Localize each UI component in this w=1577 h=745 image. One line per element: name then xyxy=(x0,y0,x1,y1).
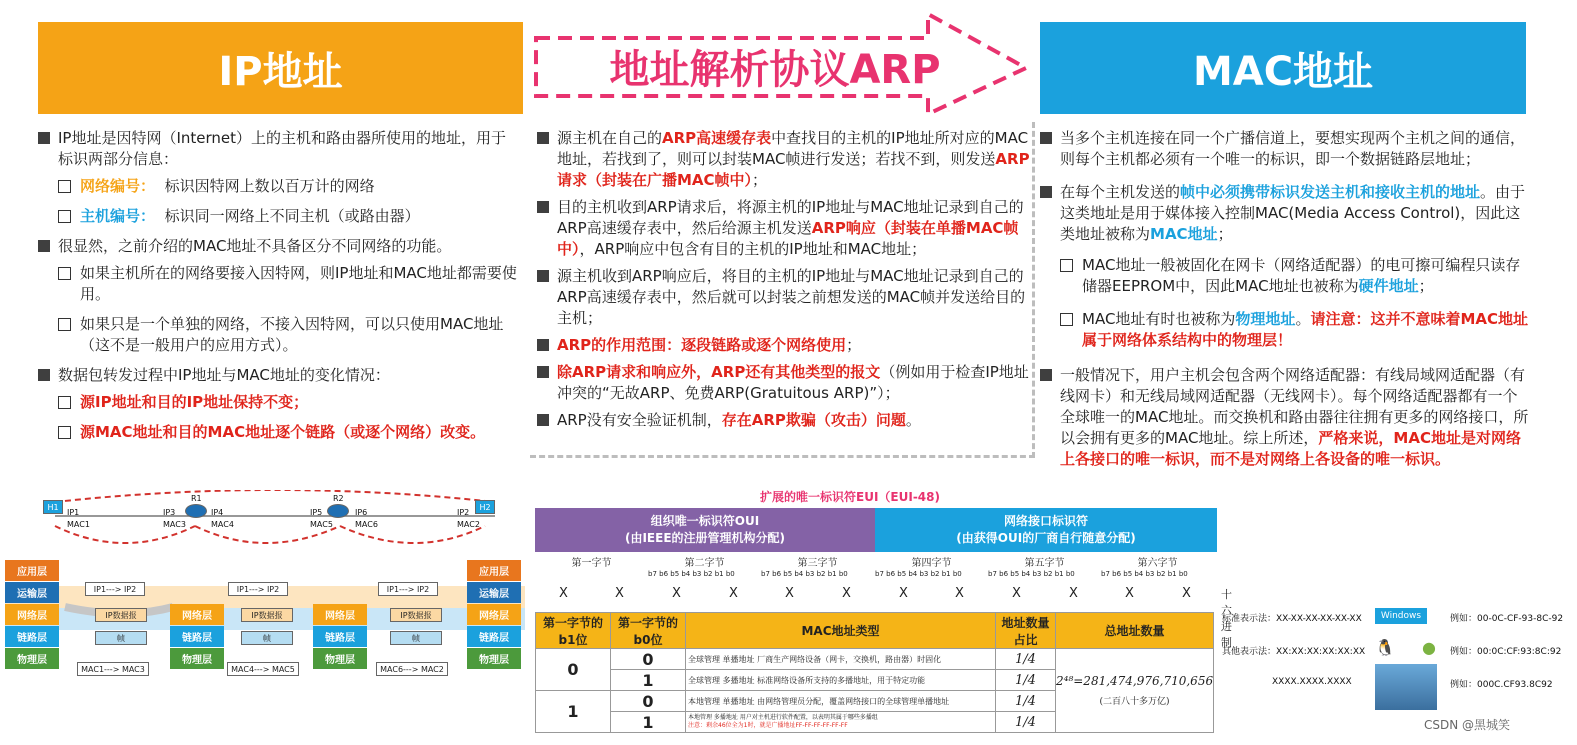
bullet-text: 源主机收到ARP响应后，将目的主机的IP地址与MAC地址记录到自己的ARP高速缓存表中，然后就可以封装之前想发送的MAC帧并发送给目的主机； xyxy=(557,267,1026,327)
router-r1-icon xyxy=(185,504,207,518)
sub-item: MAC地址一般被固化在网卡（网络适配器）的电可擦可编程只读存储器EEPROM中，因此MAC地址也被称为硬件地址； xyxy=(1060,255,1530,297)
bullet-text: IP地址是因特网（Internet）上的主机和路由器所使用的地址，用于标识两部分信息： xyxy=(58,129,507,168)
standard-notation: 标准表示法：XX-XX-XX-XX-XX-XX xyxy=(1222,614,1362,624)
bullet-item xyxy=(537,266,1032,329)
eui-title: 扩展的唯一标识符EUI（EUI-48) xyxy=(760,490,940,504)
other-notation: 其他表示法：XX:XX:XX:XX:XX:XX xyxy=(1222,647,1366,657)
bullet-square-icon xyxy=(537,270,549,282)
bullet-square-icon xyxy=(1040,132,1052,144)
bullet-item xyxy=(38,236,518,257)
checkbox-icon xyxy=(58,396,71,409)
bullet-square-icon xyxy=(537,414,549,426)
checkbox-icon xyxy=(1060,259,1073,272)
sub-item xyxy=(58,263,518,305)
bullet-item xyxy=(1040,128,1530,170)
bullet-square-icon xyxy=(537,132,549,144)
bullet-item xyxy=(38,365,518,386)
bullet-item: 源主机在自己的ARP高速缓存表中查找目的主机的IP地址所对应的MAC地址，若找到了，则可以封装MAC帧进行发送；若找不到，则发送ARP请求（封装在广播MAC帧中）； xyxy=(537,128,1032,191)
cisco-device-image xyxy=(1375,664,1437,710)
bullet-text: 数据包转发过程中IP地址与MAC地址的变化情况： xyxy=(58,366,390,384)
watermark: CSDN @黑城笑 xyxy=(1424,718,1511,732)
sub-text: 如果只是一个单独的网络，不接入因特网，可以只使用MAC地址（这不是一般用户的应用方式）。 xyxy=(80,315,504,354)
checkbox-icon xyxy=(58,180,71,193)
bullet-square-icon xyxy=(38,240,50,252)
sub-item xyxy=(58,392,518,413)
bullet-square-icon xyxy=(38,369,50,381)
sub-text: 标识因特网上数以百万计的网络 xyxy=(164,177,375,195)
mac-type-table: 第一字节的b1位 第一字节的b0位 MAC地址类型 地址数量占比 总地址数量 0 0 全球管理 单播地址 厂商生产网络设备（网卡，交换机，路由器）时固化 1/4 2⁴⁸=281,474,976,710,656 (二百八十多万亿) 1 全球管理 多播地址 标准网络设备所支持的多播地址，用于特定功能 1/4 1 0 本地管理 单播地址 由网络管理员分配，覆盖网络接口的全球管理单播地址 1/4 1 本地管理 多播地址 用户对主机进行软件配置，以表明其属于哪些多播组 注意：剩余46位全为1时，就是广播地址FF-FF-FF-FF-FF-FF 1/4 xyxy=(535,612,1214,733)
router-label: R1 xyxy=(191,494,202,503)
ip-column xyxy=(38,128,518,452)
nic-header: 网络接口标识符 (由获得OUI的厂商自行随意分配) xyxy=(875,508,1217,552)
bullet-item xyxy=(38,128,518,170)
linux-icon: 🐧 xyxy=(1375,638,1395,657)
mac-address-header: MAC地址 xyxy=(1040,22,1526,114)
network-diagram: H1 H2 R1 R2 IP1 MAC1 IP3 MAC3 IP4 MAC4 IP5 MAC5 IP6 MAC6 IP2 MAC2 应用层 运输层 网络层 链路层 物理层 应用层 运输层 网络层 链路层 物理层 网络层 链路层 物理层 网络层 链路层 物理层 IP1---> IP2 IP1---> IP2 IP1---> IP2 IP数据报 IP数据报 IP数据报 帧 帧 帧 MAC1---> MAC3 MAC4---> MAC5 MAC6---> MAC2 xyxy=(5,490,525,680)
oui-header: 组织唯一标识符OUI (由IEEE的注册管理机构分配) xyxy=(535,508,875,552)
checkbox-icon xyxy=(58,210,71,223)
bullet-square-icon xyxy=(537,201,549,213)
host-h1-icon: H1 xyxy=(43,500,63,514)
sub-text: 源MAC地址和目的MAC地址逐个链路（或逐个网络）改变。 xyxy=(80,423,486,441)
bullet-item: 除ARP请求和响应外，ARP还有其他类型的报文（例如用于检查IP地址冲突的“无故ARP、免费ARP(Gratuitous ARP)”）； xyxy=(537,362,1032,404)
total-count: 2⁴⁸=281,474,976,710,656 xyxy=(1056,674,1214,688)
bullet-item: ARP没有安全验证机制，存在ARP欺骗（攻击）问题。 xyxy=(537,410,1032,431)
host-number-label: 主机编号： xyxy=(80,207,156,225)
sub-item xyxy=(58,206,518,227)
checkbox-icon xyxy=(1060,313,1073,326)
arp-column xyxy=(537,128,1032,437)
router-label: R2 xyxy=(333,494,344,503)
bullet-text: 当多个主机连接在同一个广播信道上，要想实现两个主机之间的通信，则每个主机都必须有一个唯一的标识，即一个数据链路层地址； xyxy=(1060,129,1526,168)
bullet-square-icon xyxy=(1040,369,1052,381)
checkbox-icon xyxy=(58,267,71,280)
bullet-square-icon xyxy=(537,339,549,351)
sub-item xyxy=(58,314,518,356)
sub-item xyxy=(58,176,518,197)
host-h2-icon: H2 xyxy=(475,500,495,514)
checkbox-icon xyxy=(58,318,71,331)
bullet-square-icon xyxy=(38,132,50,144)
bullet-text: 很显然，之前介绍的MAC地址不具备区分不同网络的功能。 xyxy=(58,237,452,255)
bullet-item: 目的主机收到ARP请求后，将源主机的IP地址与MAC地址记录到自己的ARP高速缓存表中，然后给源主机发送ARP响应（封装在单播MAC帧中），ARP响应中包含有目的主机的IP地址和MAC地址； xyxy=(537,197,1032,260)
bullet-square-icon xyxy=(537,366,549,378)
dot-notation: XXXX.XXXX.XXXX xyxy=(1272,677,1352,687)
android-icon: ● xyxy=(1422,638,1436,657)
mac-column xyxy=(1040,128,1530,476)
sub-item xyxy=(58,422,518,443)
arp-header: 地址解析协议ARP xyxy=(609,47,941,93)
router-r2-icon xyxy=(327,504,349,518)
checkbox-icon xyxy=(58,426,71,439)
bullet-item: 一般情况下，用户主机会包含两个网络适配器：有线局域网适配器（有线网卡）和无线局域网适配器（无线网卡）。每个网络适配器都有一个全球唯一的MAC地址。而交换机和路由器往往拥有更多的网络接口，所以会拥有更多的MAC地址。综上所述，严格来说，MAC地址是对网络上各接口的唯一标识，而不是对网络上各设备的唯一标识。 xyxy=(1040,365,1530,470)
windows-icon: Windows xyxy=(1375,608,1427,624)
bullet-item: 在每个主机发送的帧中必须携带标识发送主机和接收主机的地址。由于这类地址是用于媒体接入控制MAC(Media Access Control)，因此这类地址被称为MAC地址； xyxy=(1040,182,1530,245)
ip-address-header: IP地址 xyxy=(38,22,523,114)
bullet-square-icon xyxy=(1040,186,1052,198)
sub-item: MAC地址有时也被称为物理地址。请注意：这并不意味着MAC地址属于网络体系结构中的物理层！ xyxy=(1060,309,1530,351)
sub-text: 标识同一网络上不同主机（或路由器） xyxy=(164,207,420,225)
bullet-item: ARP的作用范围：逐段链路或逐个网络使用； xyxy=(537,335,1032,356)
network-number-label: 网络编号： xyxy=(80,177,156,195)
sub-text: 源IP地址和目的IP地址保持不变； xyxy=(80,393,309,411)
sub-text: 如果主机所在的网络要接入因特网，则IP地址和MAC地址都需要使用。 xyxy=(80,264,517,303)
